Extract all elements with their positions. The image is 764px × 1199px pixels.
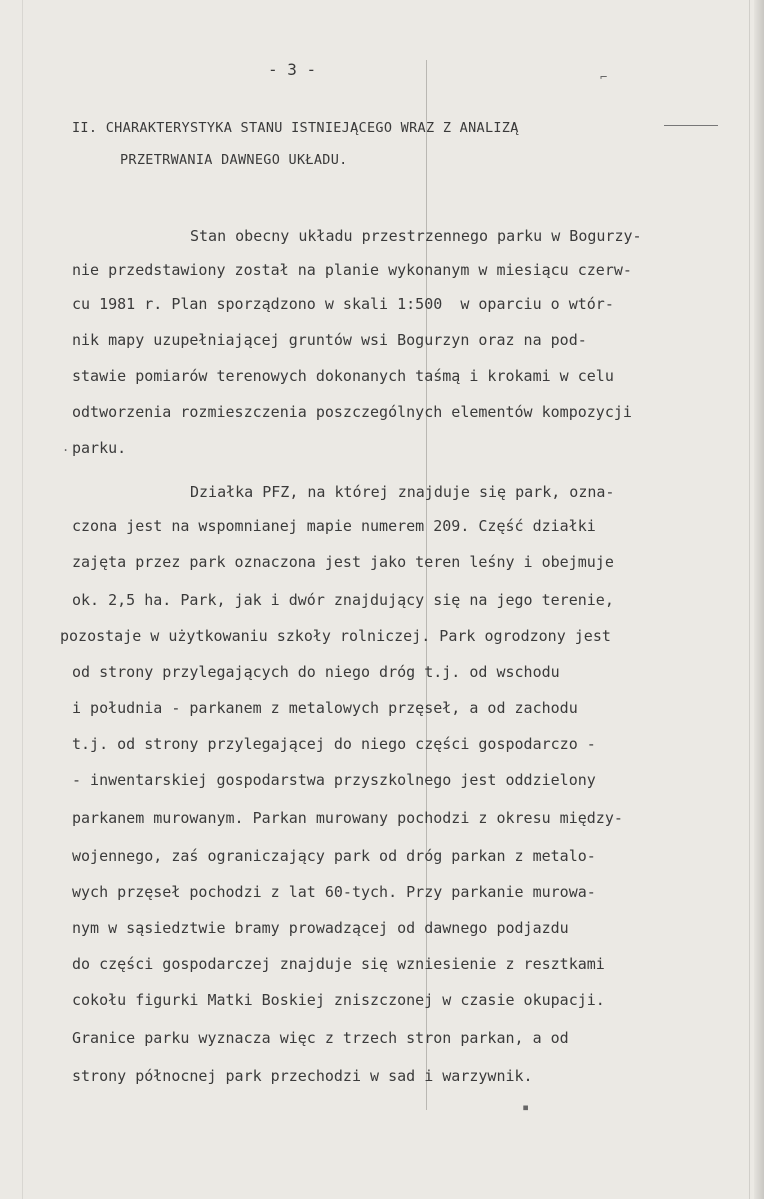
body-line: nie przedstawiony został na planie wykonanym w miesiącu czerw- — [72, 261, 632, 279]
body-line: t.j. od strony przylegającej do niego części gospodarczo - — [72, 735, 596, 753]
paper-right-edge — [754, 0, 764, 1199]
body-line: odtworzenia rozmieszczenia poszczególnych elementów kompozycji — [72, 403, 632, 421]
body-line: wojennego, zaś ograniczający park od dróg parkan z metalo- — [72, 847, 596, 865]
body-line: do części gospodarczej znajduje się wzniesienie z resztkami — [72, 955, 605, 973]
body-line: - inwentarskiej gospodarstwa przyszkolnego jest oddzielony — [72, 771, 596, 789]
body-line: wych przęseł pochodzi z lat 60-tych. Przy parkanie murowa- — [72, 883, 596, 901]
body-line: nik mapy uzupełniającej gruntów wsi Bogurzyn oraz na pod- — [72, 331, 587, 349]
paper-fold-line — [22, 0, 23, 1199]
heading-rule — [664, 125, 718, 126]
body-line: Granice parku wyznacza więc z trzech stron parkan, a od — [72, 1029, 569, 1047]
body-line: Działka PFZ, na której znajduje się park, ozna- — [190, 483, 615, 501]
paper-edge-line — [749, 0, 750, 1199]
body-line: czona jest na wspomnianej mapie numerem 209. Część działki — [72, 517, 596, 535]
section-heading-line-2: PRZETRWANIA DAWNEGO UKŁADU. — [120, 152, 348, 168]
body-line: nym w sąsiedztwie bramy prowadzącej od dawnego podjazdu — [72, 919, 569, 937]
stray-mark: ⌐ — [600, 70, 608, 84]
body-line: strony północnej park przechodzi w sad i warzywnik. — [72, 1067, 533, 1085]
body-line: cu 1981 r. Plan sporządzono w skali 1:500 w oparciu o wtór- — [72, 295, 614, 313]
body-line: pozostaje w użytkowaniu szkoły rolniczej. Park ogrodzony jest — [60, 627, 611, 645]
stray-mark: ▪ — [522, 1100, 530, 1114]
page-number: - 3 - — [268, 60, 317, 79]
body-line: parku. — [72, 439, 127, 457]
body-line: od strony przylegających do niego dróg t.j. od wschodu — [72, 663, 560, 681]
section-heading-line-1: II. CHARAKTERYSTYKA STANU ISTNIEJĄCEGO WRAZ Z ANALIZĄ — [72, 120, 519, 136]
body-line: Stan obecny układu przestrzennego parku w Bogurzy- — [190, 227, 642, 245]
body-line: stawie pomiarów terenowych dokonanych taśmą i krokami w celu — [72, 367, 614, 385]
body-line: zajęta przez park oznaczona jest jako teren leśny i obejmuje — [72, 553, 614, 571]
body-line: ok. 2,5 ha. Park, jak i dwór znajdujący się na jego terenie, — [72, 591, 614, 609]
paper-center-fold — [426, 60, 427, 1110]
stray-mark: . — [62, 440, 70, 454]
body-line: parkanem murowanym. Parkan murowany pochodzi z okresu między- — [72, 809, 623, 827]
body-line: cokołu figurki Matki Boskiej zniszczonej w czasie okupacji. — [72, 991, 605, 1009]
body-line: i południa - parkanem z metalowych przęseł, a od zachodu — [72, 699, 578, 717]
